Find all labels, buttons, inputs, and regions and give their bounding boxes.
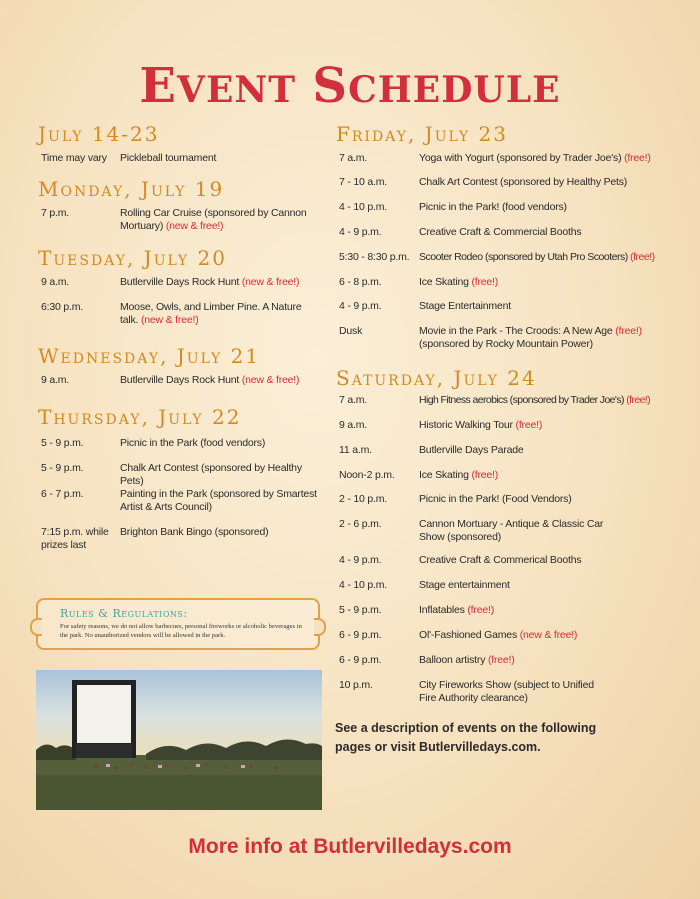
day-heading: July 14-23	[38, 122, 160, 146]
day-heading: Friday, July 23	[336, 122, 508, 146]
day-heading: Monday, July 19	[38, 177, 225, 201]
more-info-link[interactable]: More info at Butlervilledays.com	[188, 835, 512, 858]
page-title: EVENT SCHEDULE	[139, 58, 561, 114]
rules-box	[36, 598, 320, 650]
footnote: See a description of events on the following pages or visit Butlervilledays.com.	[335, 721, 597, 754]
day-heading: Thursday, July 22	[38, 405, 242, 429]
rules-text: For safety reasons, we do not allow barbecues, personal fireworks or alcoholic beverages in the park. No unauthorized vendors will be allowed in the park.	[60, 623, 302, 639]
day-heading: Wednesday, July 21	[38, 344, 261, 368]
day-heading: Tuesday, July 20	[38, 246, 227, 270]
day-heading: Saturday, July 24	[336, 366, 537, 390]
rules-title: Rules & Regulations:	[60, 607, 188, 620]
outdoor-movie-photo	[36, 670, 322, 810]
